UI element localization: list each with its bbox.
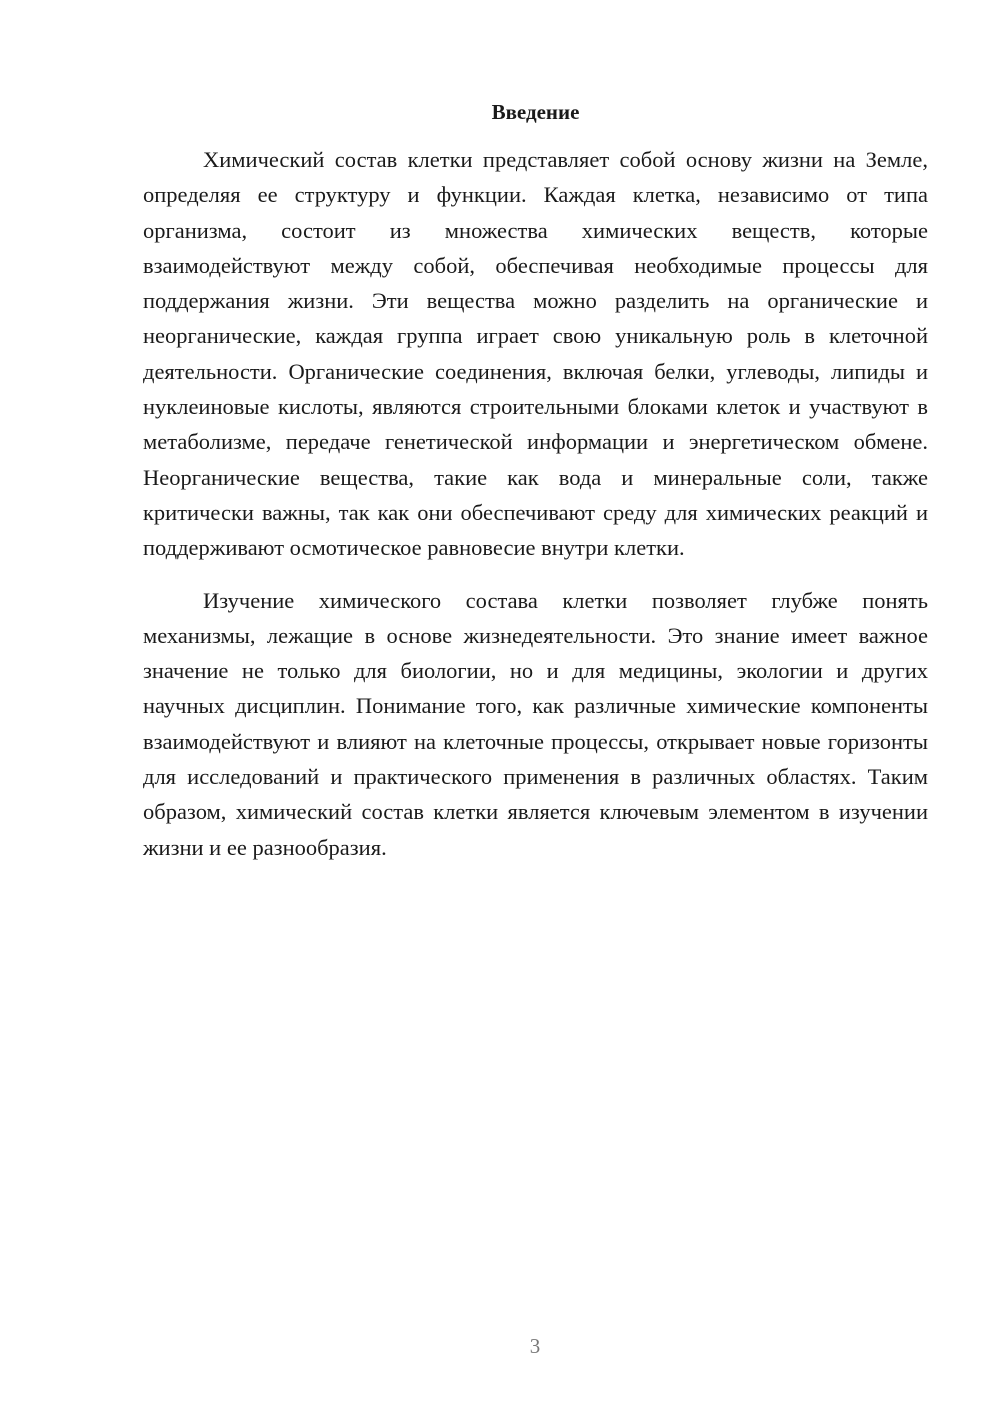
page-number: 3 [529,1334,541,1358]
body-text [143,142,928,865]
paragraph-2: Изучение химического состава клетки позволяет глубже понять механизмы, лежащие в основе жизнедеятельности. Это знание имеет важное значение не только для биологии, но и для медицины, экологии и других научных дисциплин. Понимание того, как различные химические компоненты взаимодействуют и влияют на клеточные процессы, открывает новые горизонты для исследований и практического применения в различных областях. Таким образом, химический состав клетки является ключевым элементом в изучении жизни и ее разнообразия. [143,587,928,860]
section-heading: Введение [491,100,580,124]
paragraph-1: Химический состав клетки представляет собой основу жизни на Земле, определяя ее структуру и функции. Каждая клетка, независимо от типа организма, состоит из множества химических веществ, которые взаимодействуют между собой, обеспечивая необходимые процессы для поддержания жизни. Эти вещества можно разделить на органические и неорганические, каждая группа играет свою уникальную роль в клеточной деятельности. Органические соединения, включая белки, углеводы, липиды и нуклеиновые кислоты, являются строительными блоками клеток и участвуют в метаболизме, передаче генетической информации и энергетическом обмене. Неорганические вещества, такие как вода и минеральные соли, также критически важны, так как они обеспечивают среду для химических реакций и поддерживают осмотическое равновесие внутри клетки. [143,147,928,561]
